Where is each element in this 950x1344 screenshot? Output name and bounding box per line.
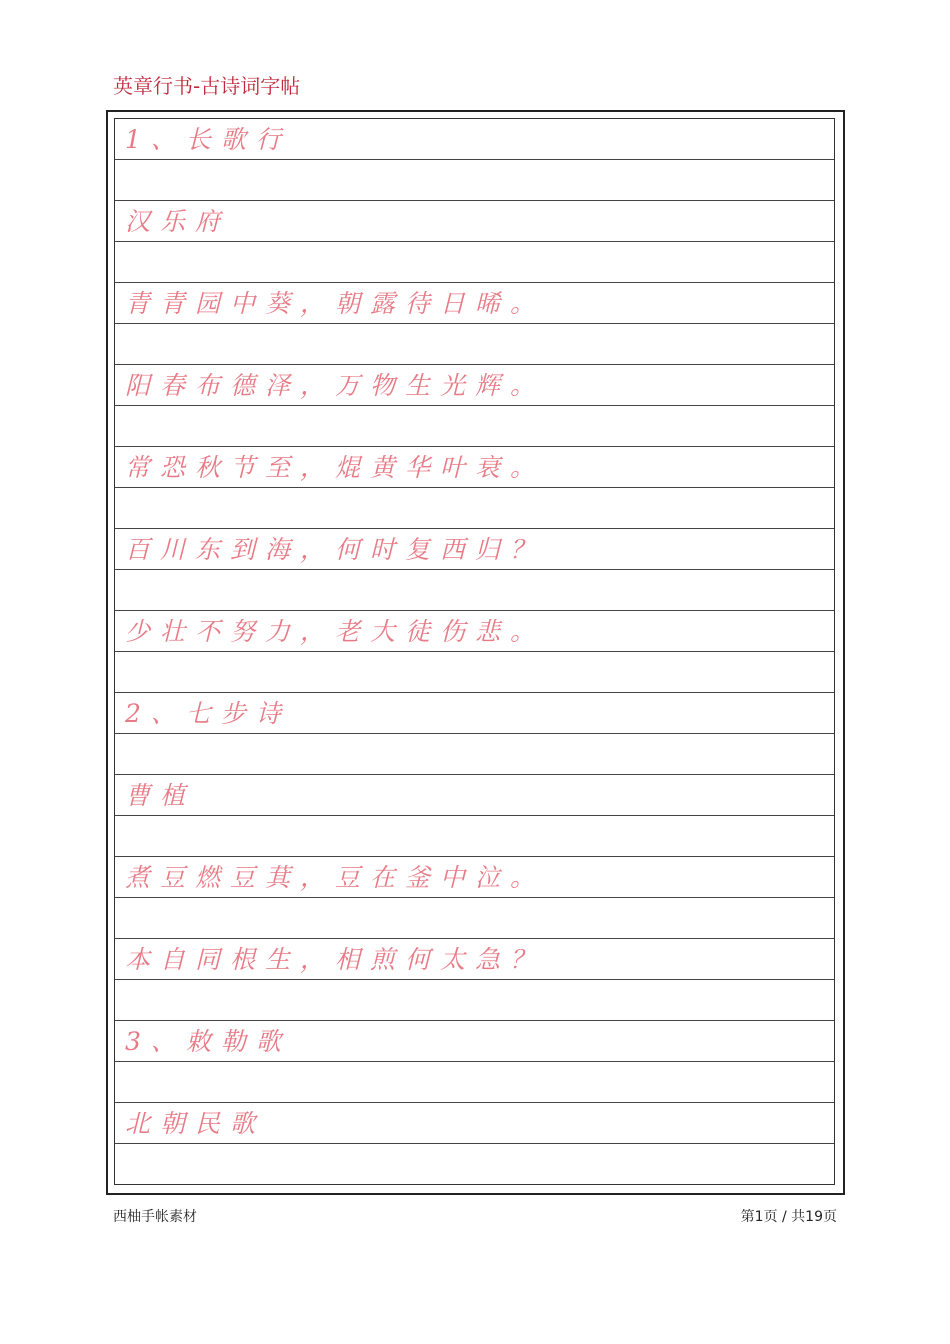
copybook-line [115,160,834,201]
copybook-line [115,1144,834,1185]
page-header-title: 英章行书-古诗词字帖 [113,74,301,98]
copybook-line-text: 1、长歌行 [125,125,291,154]
copybook-line [115,488,834,529]
copybook-line [115,1062,834,1103]
copybook-line [115,734,834,775]
copybook-line [115,365,834,406]
copybook-line [115,529,834,570]
copybook-line [115,119,834,160]
copybook-line-text: 青青园中葵，朝露待日晞。 [125,289,546,318]
copybook-line-text: 本自同根生，相煎何太急？ [125,945,546,974]
copybook-line-text: 百川东到海，何时复西归？ [125,535,546,564]
footer-page-number: 第1页 / 共19页 [740,1209,837,1225]
copybook-line-text: 3、敕勒歌 [125,1027,291,1056]
copybook-line [115,898,834,939]
copybook-line-text: 煮豆燃豆萁，豆在釜中泣。 [125,863,546,892]
copybook-line-text: 汉乐府 [125,207,231,236]
copybook-line [115,406,834,447]
copybook-line [115,283,834,324]
copybook-line [115,324,834,365]
copybook-line-text: 曹植 [125,781,196,810]
copybook-line-text: 少壮不努力，老大徒伤悲。 [125,617,546,646]
copybook-line [115,201,834,242]
copybook-line-text: 常恐秋节至，焜黄华叶衰。 [125,453,546,482]
copybook-line [115,980,834,1021]
copybook-lines-area [114,118,835,1185]
copybook-line [115,447,834,488]
copybook-line [115,857,834,898]
copybook-line [115,775,834,816]
footer-source: 西柚手帐素材 [113,1209,197,1225]
copybook-sheet [106,110,845,1195]
copybook-line [115,693,834,734]
copybook-line [115,1021,834,1062]
copybook-line-text: 北朝民歌 [125,1109,266,1138]
copybook-line-text: 2、七步诗 [125,699,291,728]
copybook-line [115,816,834,857]
copybook-line [115,611,834,652]
copybook-line-text: 阳春布德泽，万物生光辉。 [125,371,546,400]
copybook-line [115,570,834,611]
copybook-line [115,652,834,693]
copybook-line [115,1103,834,1144]
copybook-line [115,242,834,283]
copybook-line [115,939,834,980]
